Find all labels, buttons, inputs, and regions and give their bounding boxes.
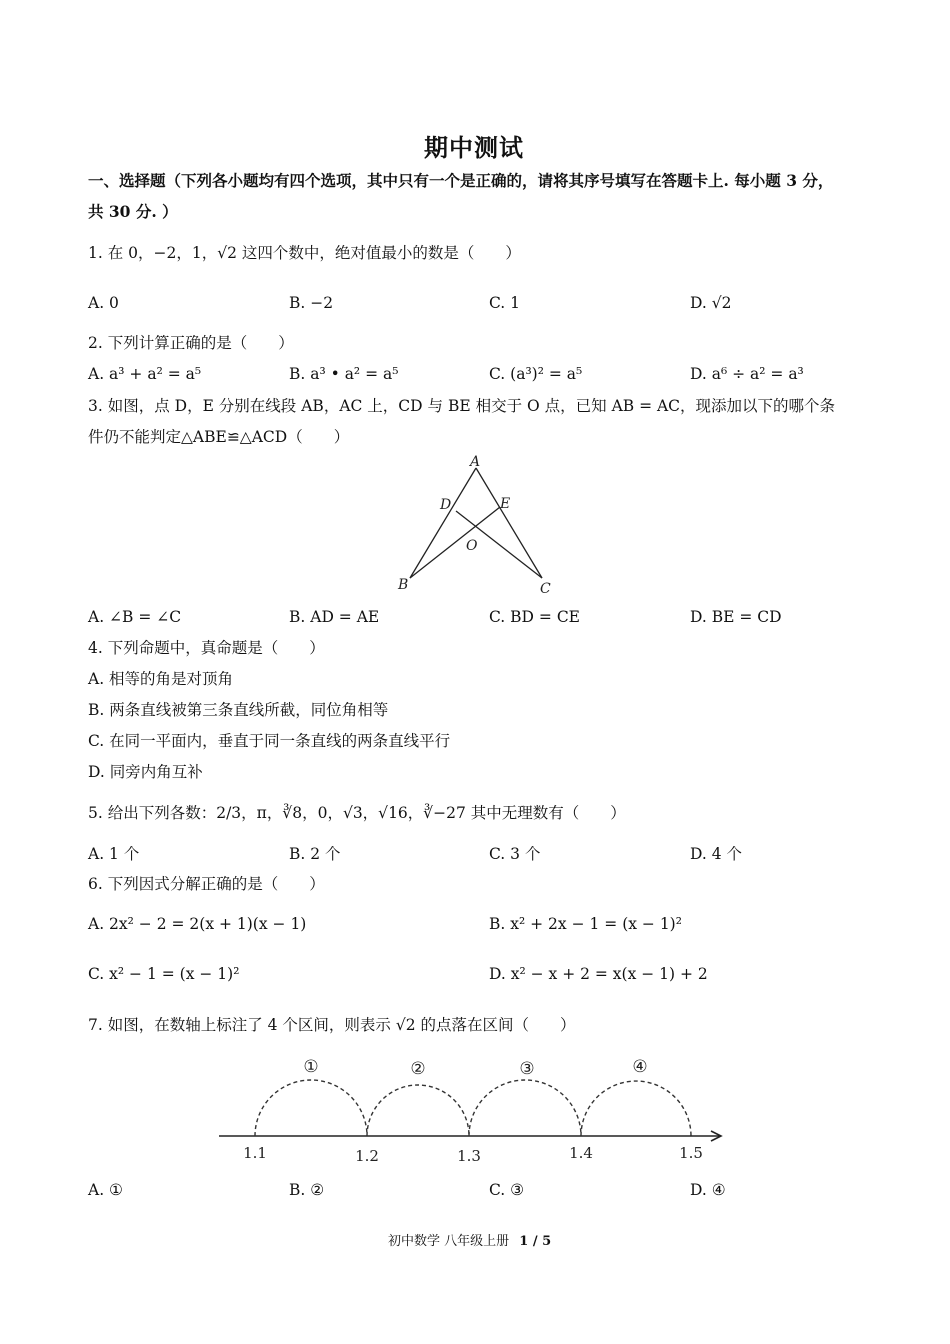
page-title: 期中测试: [424, 133, 524, 162]
question-3-stem-line2: 件仍不能判定△ABE≌△ACD（ ）: [88, 428, 350, 446]
question-2-stem: 2. 下列计算正确的是（ ）: [88, 334, 294, 352]
interval-label-4: ④: [632, 1057, 648, 1077]
question-4-option-c: C. 在同一平面内，垂直于同一条直线的两条直线平行: [88, 732, 451, 750]
question-6-stem: 6. 下列因式分解正确的是（ ）: [88, 875, 325, 893]
question-3-stem-line1: 3. 如图，点 D，E 分别在线段 AB，AC 上，CD 与 BE 相交于 O 点，已知 AB = AC，现添加以下的哪个条: [88, 397, 836, 415]
tick-label-1-3: 1.3: [457, 1147, 481, 1165]
figure-label-d: D: [440, 497, 452, 513]
question-1-option-d: D. √2: [690, 294, 732, 312]
question-3-option-a: A. ∠B = ∠C: [88, 608, 182, 626]
figure-label-a: A: [470, 454, 481, 470]
tick-label-1-2: 1.2: [355, 1147, 379, 1165]
question-3-option-c: C. BD = CE: [489, 608, 580, 626]
figure-label-o: O: [466, 538, 478, 554]
question-2-option-b: B. a³ • a² = a⁵: [289, 365, 399, 383]
interval-label-2: ②: [410, 1059, 426, 1079]
interval-label-3: ③: [519, 1059, 535, 1079]
question-2-option-d: D. a⁶ ÷ a² = a³: [690, 365, 804, 383]
question-5-option-a: A. 1 个: [88, 845, 140, 863]
figure-label-b: B: [398, 577, 409, 593]
question-7-option-b: B. ②: [289, 1181, 325, 1199]
question-6-option-d: D. x² − x + 2 = x(x − 1) + 2: [489, 965, 708, 983]
question-7-option-c: C. ③: [489, 1181, 525, 1199]
page-number: 1 / 5: [519, 1234, 552, 1249]
tick-label-1-5: 1.5: [679, 1144, 703, 1162]
question-6-option-a: A. 2x² − 2 = 2(x + 1)(x − 1): [88, 915, 307, 933]
question-7-option-d: D. ④: [690, 1181, 726, 1199]
figure-label-c: C: [540, 581, 551, 597]
section-heading-line2: 共 30 分. ）: [88, 202, 178, 221]
question-6-option-c: C. x² − 1 = (x − 1)²: [88, 965, 240, 983]
question-1-option-c: C. 1: [489, 294, 521, 312]
question-4-option-b: B. 两条直线被第三条直线所截，同位角相等: [88, 701, 389, 719]
question-5-option-d: D. 4 个: [690, 845, 743, 863]
question-5-option-b: B. 2 个: [289, 845, 341, 863]
number-line-figure: [215, 1050, 730, 1168]
question-4-stem: 4. 下列命题中，真命题是（ ）: [88, 639, 325, 657]
footer: [388, 1230, 551, 1249]
tick-label-1-1: 1.1: [243, 1144, 267, 1162]
question-7-stem: 7. 如图，在数轴上标注了 4 个区间，则表示 √2 的点落在区间（ ）: [88, 1016, 576, 1034]
figure-label-e: E: [500, 496, 511, 512]
question-3-option-b: B. AD = AE: [289, 608, 380, 626]
question-5-stem: 5. 给出下列各数：2/3，π，∛8，0，√3，√16，∛−27 其中无理数有（ ）: [88, 804, 626, 822]
footer-subject: 初中数学 八年级上册: [388, 1234, 510, 1249]
section-heading-line1: 一、选择题（下列各小题均有四个选项，其中只有一个是正确的，请将其序号填写在答题卡上. 每小题 3 分，: [88, 171, 834, 190]
tick-label-1-4: 1.4: [569, 1144, 593, 1162]
question-1-option-b: B. −2: [289, 294, 334, 312]
question-2-option-a: A. a³ + a² = a⁵: [88, 365, 202, 383]
question-6-option-b: B. x² + 2x − 1 = (x − 1)²: [489, 915, 682, 933]
question-5-option-c: C. 3 个: [489, 845, 541, 863]
question-3-option-d: D. BE = CD: [690, 608, 782, 626]
question-1-option-a: A. 0: [88, 294, 119, 312]
question-2-option-c: C. (a³)² = a⁵: [489, 365, 583, 383]
question-4-option-d: D. 同旁内角互补: [88, 763, 203, 781]
triangle-figure: [390, 452, 570, 598]
question-1-stem: 1. 在 0，−2，1，√2 这四个数中，绝对值最小的数是（ ）: [88, 244, 521, 262]
question-4-option-a: A. 相等的角是对顶角: [88, 670, 234, 688]
question-7-option-a: A. ①: [88, 1181, 123, 1199]
interval-label-1: ①: [303, 1057, 319, 1077]
